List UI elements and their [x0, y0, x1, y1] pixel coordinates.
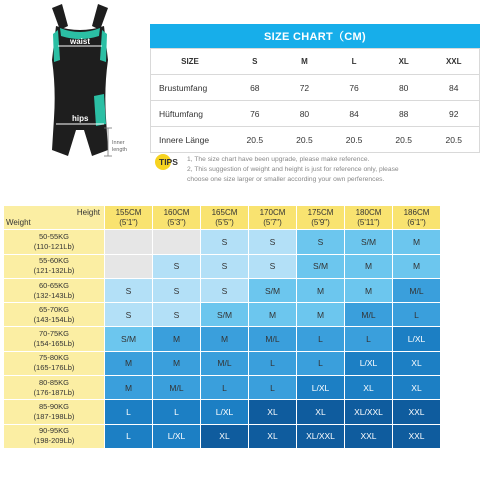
weight-header: 90-95KG (198-209Lb)	[4, 425, 104, 448]
weight-header: 85-90KG (187-198Lb)	[4, 400, 104, 423]
product-image	[0, 0, 150, 195]
weight-header: 55-60KG (121-132Lb)	[4, 255, 104, 278]
size-row-label: Innere Länge	[151, 127, 231, 153]
size-recommendation-cell: S	[201, 255, 248, 278]
height-header: 175CM (5'9")	[297, 206, 344, 229]
size-recommendation-cell: S/M	[297, 255, 344, 278]
size-chart	[150, 24, 480, 153]
size-recommendation-cell	[105, 255, 152, 278]
size-recommendation-cell: L	[105, 425, 152, 448]
size-chart-row	[151, 75, 480, 101]
size-chart-title: SIZE CHART（CM)	[150, 24, 480, 48]
size-recommendation-cell	[105, 230, 152, 253]
size-col-header: L	[351, 57, 357, 66]
tips-line: 2, This suggestion of weight and height is just for reference only, please	[187, 166, 399, 173]
weight-header: 60-65KG (132-143Lb)	[4, 279, 104, 302]
height-header: 160CM (5'3")	[153, 206, 200, 229]
size-recommendation-cell: XL/XXL	[297, 425, 344, 448]
weight-header: 75-80KG (165-176Lb)	[4, 352, 104, 375]
tips-text	[187, 155, 487, 185]
size-col-header: M	[301, 57, 308, 66]
size-recommendation-cell: L	[201, 376, 248, 399]
size-recommendation-cell: S/M	[345, 230, 392, 253]
size-recommendation-cell: M	[249, 303, 296, 326]
size-chart-table	[150, 48, 480, 153]
size-recommendation-cell: S	[201, 279, 248, 302]
size-recommendation-cell: S/M	[105, 327, 152, 350]
size-recommendation-cell: L	[393, 303, 440, 326]
size-cell: 20.5	[230, 127, 280, 153]
size-cell: 76	[329, 75, 379, 101]
size-recommendation-cell: M/L	[153, 376, 200, 399]
size-chart-row	[151, 101, 480, 127]
size-recommendation-cell: XXL	[393, 425, 440, 448]
trisuit-illustration	[0, 0, 150, 195]
weight-header: 70-75KG (154-165Lb)	[4, 327, 104, 350]
size-recommendation-cell: M	[345, 255, 392, 278]
size-recommendation-cell: S	[201, 230, 248, 253]
grid-row	[4, 255, 440, 278]
hips-label: hips	[72, 114, 89, 123]
waist-label: waist	[70, 37, 91, 46]
size-recommendation-cell: S	[153, 303, 200, 326]
size-cell: 88	[379, 101, 429, 127]
height-header: 186CM (6'1")	[393, 206, 440, 229]
size-recommendation-cell: M	[345, 279, 392, 302]
size-recommendation-cell: M	[153, 352, 200, 375]
size-recommendation-cell: M	[393, 255, 440, 278]
size-recommendation-cell: S/M	[249, 279, 296, 302]
grid-row	[4, 376, 440, 399]
grid-row	[4, 230, 440, 253]
size-recommendation-cell: XL	[201, 425, 248, 448]
grid-row	[4, 425, 440, 448]
size-recommendation-cell: XL	[393, 376, 440, 399]
size-recommendation-cell: L	[249, 352, 296, 375]
size-recommendation-cell: M	[201, 327, 248, 350]
size-recommendation-cell: M/L	[201, 352, 248, 375]
size-recommendation-cell: M	[393, 230, 440, 253]
grid-row	[4, 352, 440, 375]
size-recommendation-cell: XL	[249, 400, 296, 423]
size-recommendation-cell: XL	[393, 352, 440, 375]
size-recommendation-cell: S	[153, 255, 200, 278]
size-col-header: XL	[398, 57, 409, 66]
height-header: 155CM (5'1")	[105, 206, 152, 229]
size-col-header: SIZE	[181, 57, 199, 66]
size-recommendation-cell: L	[297, 327, 344, 350]
size-cell: 92	[429, 101, 480, 127]
size-cell: 80	[280, 101, 330, 127]
size-recommendation-cell: M	[153, 327, 200, 350]
size-recommendation-cell: XXL	[393, 400, 440, 423]
weight-height-grid	[3, 205, 441, 449]
grid-header-row	[4, 206, 440, 229]
size-recommendation-cell: L/XL	[297, 376, 344, 399]
size-cell: 20.5	[329, 127, 379, 153]
grid-row	[4, 279, 440, 302]
height-header: 170CM (5'7")	[249, 206, 296, 229]
size-recommendation-cell: XL	[249, 425, 296, 448]
tips-line: choose one size larger or smaller according your own perferences.	[187, 176, 385, 183]
size-recommendation-cell: M	[105, 376, 152, 399]
grid-corner: Height Weight	[4, 206, 104, 229]
size-recommendation-cell: S	[105, 303, 152, 326]
weight-header: 65-70KG (143-154Lb)	[4, 303, 104, 326]
size-recommendation-cell: L/XL	[201, 400, 248, 423]
size-row-label: Brustumfang	[151, 75, 231, 101]
size-chart-header-row	[151, 49, 480, 75]
size-col-header: XXL	[445, 57, 462, 66]
weight-header: 50-55KG (110-121Lb)	[4, 230, 104, 253]
size-recommendation-cell: L	[153, 400, 200, 423]
tips-line: 1, The size chart have been upgrade, please make reference.	[187, 156, 370, 163]
height-header: 180CM (5'11")	[345, 206, 392, 229]
size-recommendation-cell	[153, 230, 200, 253]
grid-row	[4, 303, 440, 326]
size-recommendation-cell: S	[105, 279, 152, 302]
grid-row	[4, 327, 440, 350]
size-recommendation-cell: L/XL	[345, 352, 392, 375]
size-recommendation-cell: S	[297, 230, 344, 253]
tips-badge: TIPS	[155, 154, 183, 172]
size-recommendation-cell: L	[345, 327, 392, 350]
size-recommendation-cell: M	[297, 303, 344, 326]
size-recommendation-cell: S/M	[201, 303, 248, 326]
size-recommendation-cell: S	[249, 255, 296, 278]
size-recommendation-cell: M/L	[393, 279, 440, 302]
size-cell: 20.5	[429, 127, 480, 153]
size-row-label: Hüftumfang	[151, 101, 231, 127]
size-recommendation-cell: M	[105, 352, 152, 375]
size-recommendation-cell: L/XL	[153, 425, 200, 448]
size-recommendation-cell: M	[297, 279, 344, 302]
size-recommendation-cell: M/L	[249, 327, 296, 350]
size-recommendation-cell: L	[249, 376, 296, 399]
size-cell: 84	[429, 75, 480, 101]
size-col-header: S	[252, 57, 258, 66]
size-cell: 80	[379, 75, 429, 101]
size-recommendation-cell: M/L	[345, 303, 392, 326]
size-recommendation-cell: XXL	[345, 425, 392, 448]
size-cell: 76	[230, 101, 280, 127]
size-recommendation-cell: S	[249, 230, 296, 253]
inner-length-label: Inner length	[112, 140, 127, 153]
size-recommendation-cell: L	[297, 352, 344, 375]
size-cell: 20.5	[379, 127, 429, 153]
size-recommendation-cell: XL	[345, 376, 392, 399]
size-recommendation-cell: L/XL	[393, 327, 440, 350]
height-header: 165CM (5'5")	[201, 206, 248, 229]
size-recommendation-cell: XL/XXL	[345, 400, 392, 423]
grid-row	[4, 400, 440, 423]
size-recommendation-cell: S	[153, 279, 200, 302]
size-cell: 72	[280, 75, 330, 101]
weight-header: 80-85KG (176-187Lb)	[4, 376, 104, 399]
size-recommendation-cell: L	[105, 400, 152, 423]
size-cell: 68	[230, 75, 280, 101]
size-cell: 84	[329, 101, 379, 127]
size-recommendation-cell: XL	[297, 400, 344, 423]
size-chart-row	[151, 127, 480, 153]
size-cell: 20.5	[280, 127, 330, 153]
